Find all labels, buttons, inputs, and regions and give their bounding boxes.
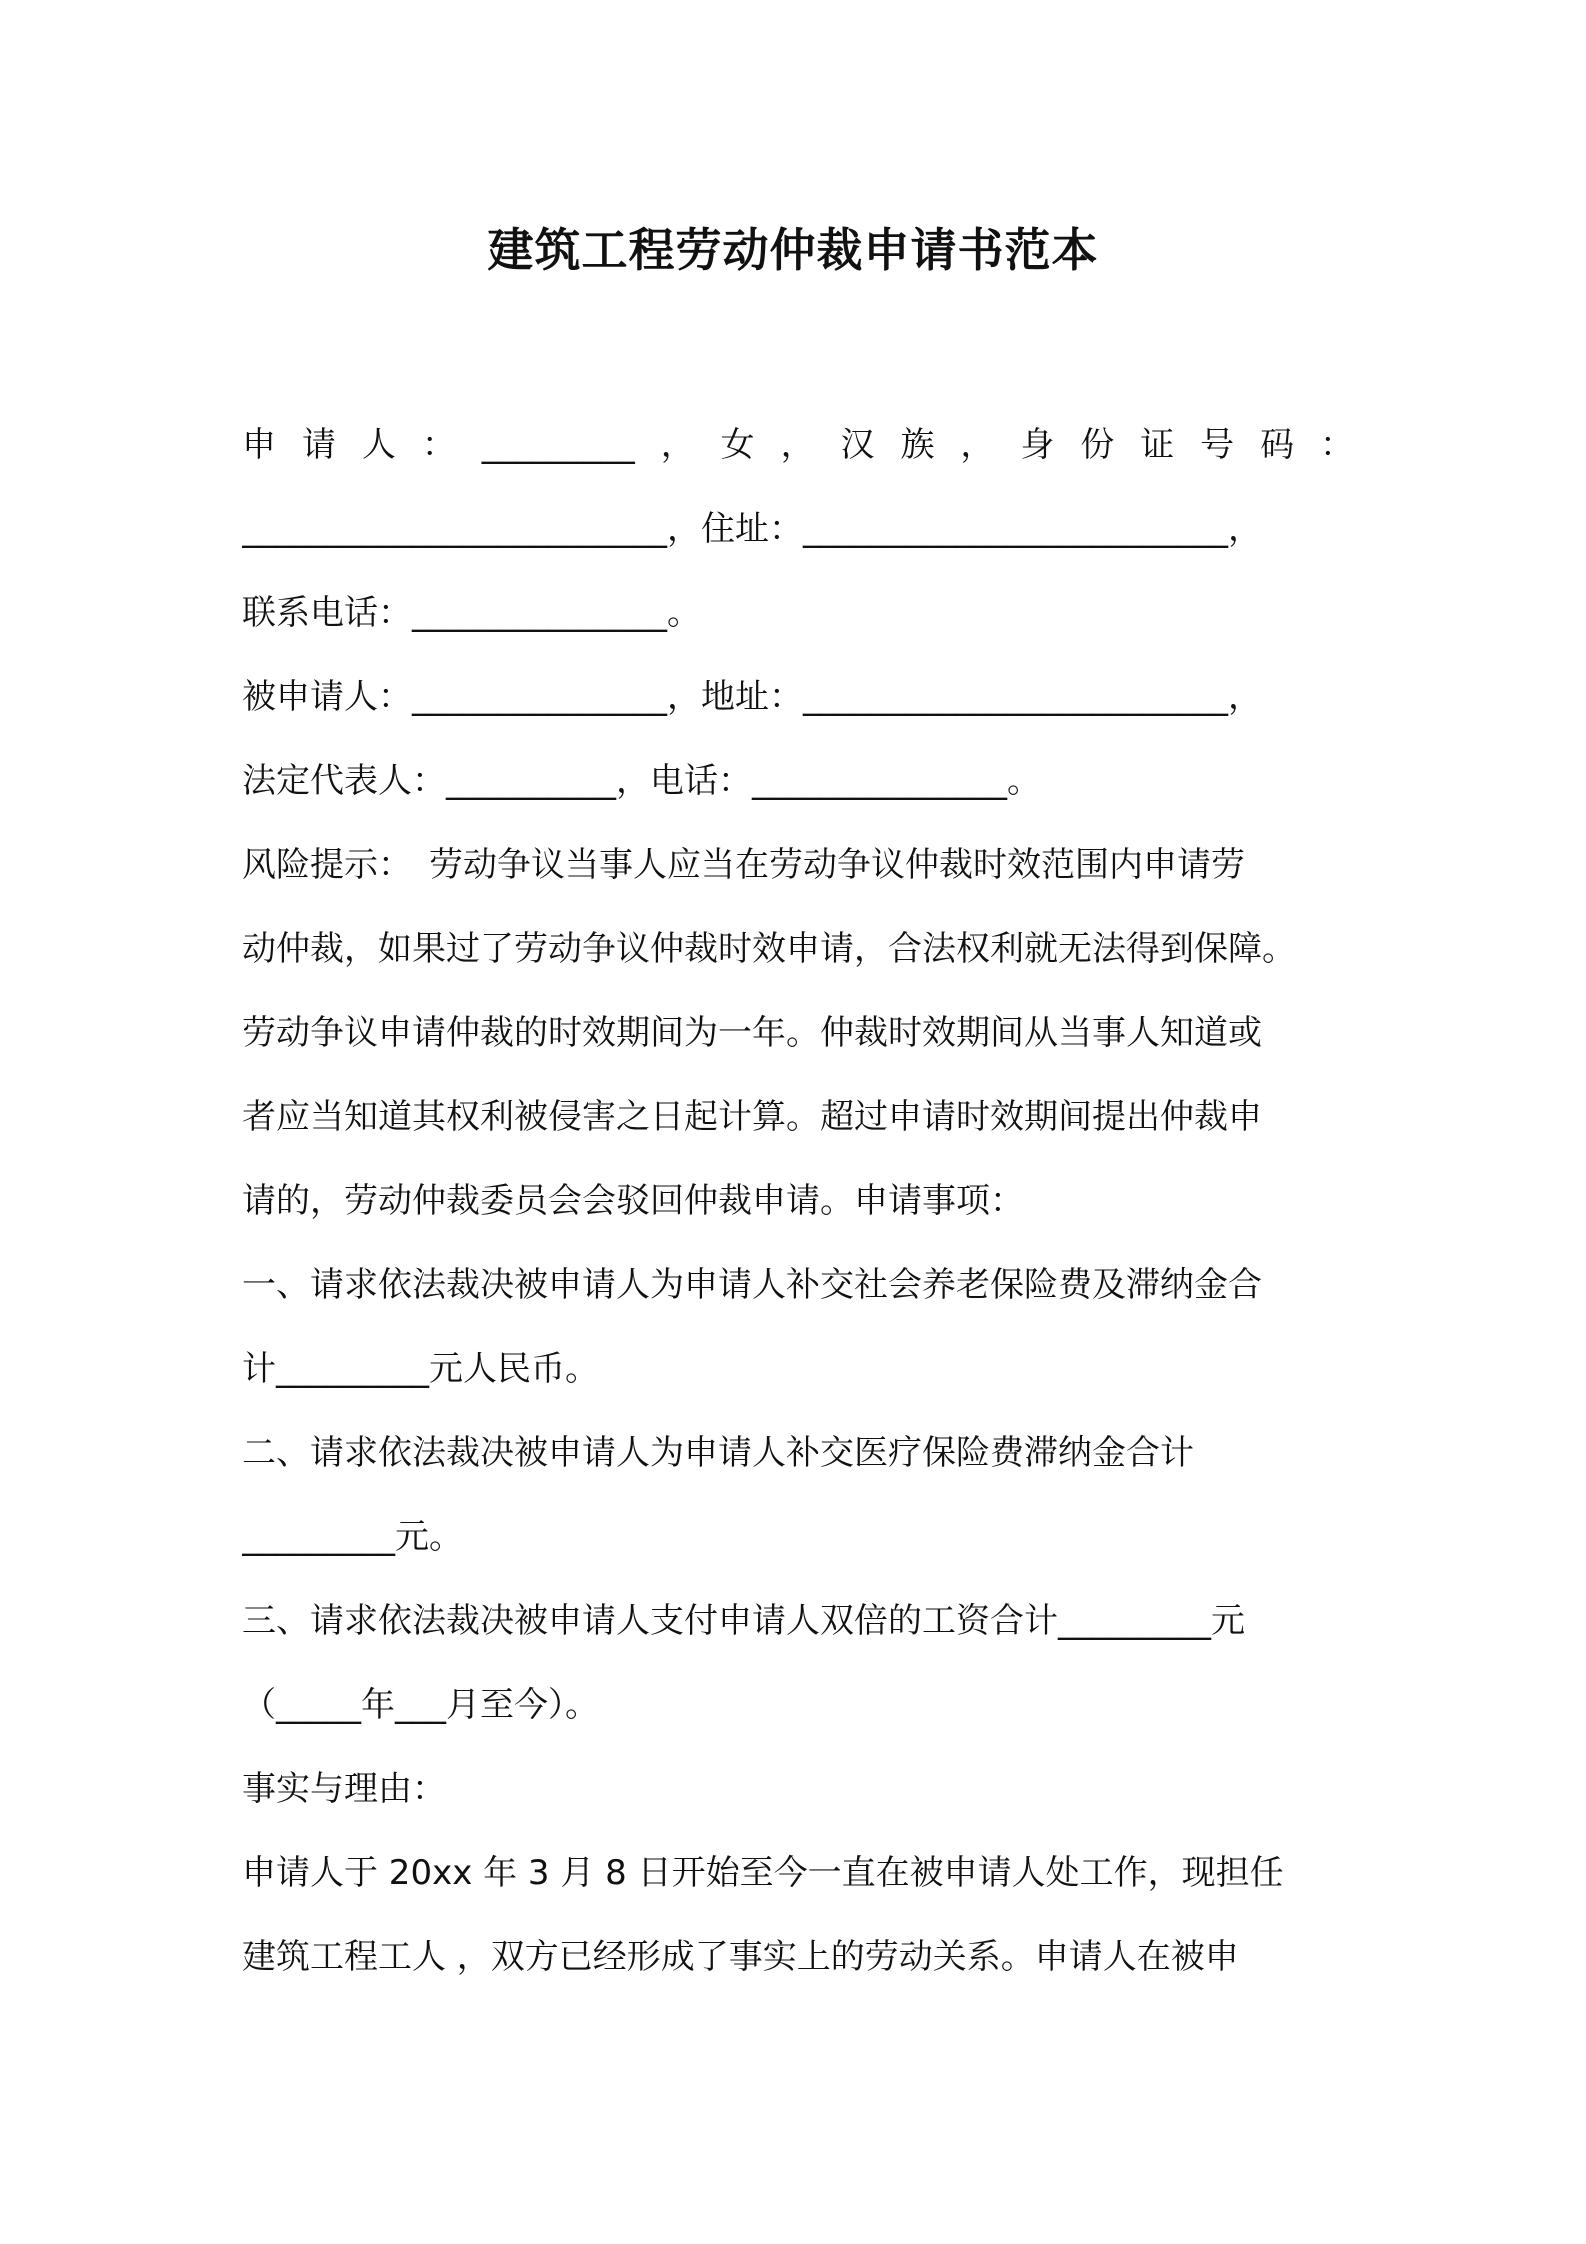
body-line: （_____年___月至今）。 [242,1685,599,1725]
text-char: 证 [1140,425,1175,465]
text-char: ： [421,425,456,465]
text-char: ： [1320,425,1354,465]
body-line: 动仲裁，如果过了劳动争议仲裁时效申请，合法权利就无法得到保障。 [242,929,1296,969]
body-line: 请的，劳动仲裁委员会会驳回仲裁申请。申请事项： [242,1181,1024,1221]
body-line: _________元。 [242,1517,463,1557]
text-char: 份 [1080,425,1115,465]
body-line: 事实与理由： [242,1769,446,1809]
body-line: 建筑工程工人 ，双方已经形成了事实上的劳动关系。申请人在被申 [242,1937,1239,1977]
body-line: 二、请求依法裁决被申请人为申请人补交医疗保险费滞纳金合计 [242,1433,1194,1473]
body-line: 申请人于 20xx 年 3 月 8 日开始至今一直在被申请人处工作，现担任 [242,1853,1284,1893]
applicant-line [242,403,1354,487]
body-line: 劳动争议申请仲裁的时效期间为一年。仲裁时效期间从当事人知道或 [242,1013,1262,1053]
body-line: 三、请求依法裁决被申请人支付申请人双倍的工资合计_________元 [242,1601,1245,1641]
body-line: 一、请求依法裁决被申请人为申请人补交社会养老保险费及滞纳金合 [242,1265,1262,1305]
text-char: 族 [900,425,935,465]
body-line: 被申请人：_______________，地址：_________________________， [242,677,1262,717]
document-title: 建筑工程劳动仲裁申请书范本 [487,223,1099,277]
text-char: 女 [720,425,755,465]
text-char: 申 [242,425,276,465]
text-char: 身 [1020,425,1055,465]
text-char: ， [960,425,995,465]
text-char: ， [780,425,815,465]
text-char: 汉 [840,425,875,465]
name-blank: _________ [481,425,635,465]
body-line: 者应当知道其权利被侵害之日起计算。超过申请时效期间提出仲裁申 [242,1097,1262,1137]
text-char: ， [660,425,695,465]
text-char: 码 [1260,425,1295,465]
text-char: 请 [301,425,336,465]
body-line: 计_________元人民币。 [242,1349,599,1389]
body-line: 风险提示： 劳动争议当事人应当在劳动争议仲裁时效范围内申请劳 [242,845,1245,885]
body-line: _________________________，住址：_________________________， [242,509,1262,549]
body-line: 联系电话：_______________。 [242,593,701,633]
body-line: 法定代表人：__________，电话：_______________。 [242,761,1041,801]
text-char: 人 [361,425,396,465]
text-char: 号 [1200,425,1235,465]
document-body [242,403,1354,1999]
